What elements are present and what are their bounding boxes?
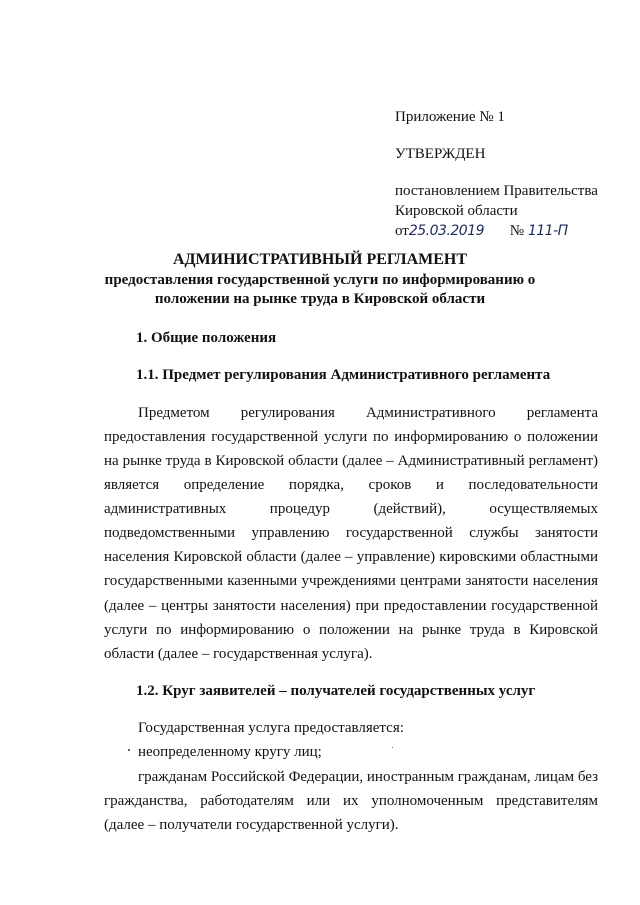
document-subtitle-line-2: положении на рынке труда в Кировской области bbox=[154, 291, 486, 307]
decree-date-line bbox=[395, 222, 568, 240]
section-1-1-heading: 1.1. Предмет регулирования Административного регламента bbox=[136, 367, 551, 383]
scan-speck bbox=[392, 747, 393, 748]
paragraph-line: Государственная услуга предоставляется: bbox=[138, 720, 404, 736]
paragraph-line: Предметом регулирования Административного регламента bbox=[138, 405, 598, 421]
list-item: неопределенному кругу лиц; bbox=[138, 744, 322, 760]
paragraph-line: государственными казенными учреждениями центрами занятости населения bbox=[104, 573, 598, 589]
handwritten-number: 111-П bbox=[527, 223, 568, 239]
document-title: АДМИНИСТРАТИВНЫЙ РЕГЛАМЕНТ bbox=[172, 251, 468, 268]
paragraph-line: подведомственными управлению государственной службы занятости bbox=[104, 525, 598, 541]
paragraph-line: (далее – получатели государственной услуги). bbox=[104, 817, 399, 833]
paragraph-line: (далее – центры занятости населения) при предоставлении государственной bbox=[104, 598, 598, 614]
approved-label: УТВЕРЖДЕН bbox=[395, 146, 486, 162]
paragraph-line: гражданства, работодателям или их уполномоченным представителям bbox=[104, 793, 598, 809]
number-prefix: № bbox=[509, 223, 525, 239]
decree-line-1: постановлением Правительства bbox=[395, 183, 598, 199]
paragraph-line: является определение порядка, сроков и последовательности bbox=[104, 477, 598, 493]
section-1-2-heading: 1.2. Круг заявителей – получателей государственных услуг bbox=[136, 683, 536, 699]
paragraph-line: гражданам Российской Федерации, иностранным гражданам, лицам без bbox=[138, 769, 599, 785]
scan-speck bbox=[128, 749, 130, 751]
paragraph-line: населения Кировской области (далее – управление) кировскими областными bbox=[104, 549, 598, 565]
paragraph-line: на рынке труда в Кировской области (далее – Административный регламент) bbox=[104, 453, 598, 469]
paragraph-line: предоставления государственной услуги по информированию о положении bbox=[104, 429, 598, 445]
appendix-label: Приложение № 1 bbox=[395, 109, 505, 125]
from-prefix: от bbox=[395, 223, 409, 239]
decree-line-2: Кировской области bbox=[395, 203, 518, 219]
handwritten-date: 25.03.2019 bbox=[408, 223, 485, 239]
document-subtitle-line-1: предоставления государственной услуги по информированию о bbox=[104, 272, 536, 288]
paragraph-line: услуги по информированию о положении на рынке труда в Кировской bbox=[104, 622, 598, 638]
paragraph-line: административных процедур (действий), осуществляемых bbox=[104, 501, 598, 517]
paragraph-line: области (далее – государственная услуга). bbox=[104, 646, 373, 662]
section-1-heading: 1. Общие положения bbox=[136, 330, 277, 346]
